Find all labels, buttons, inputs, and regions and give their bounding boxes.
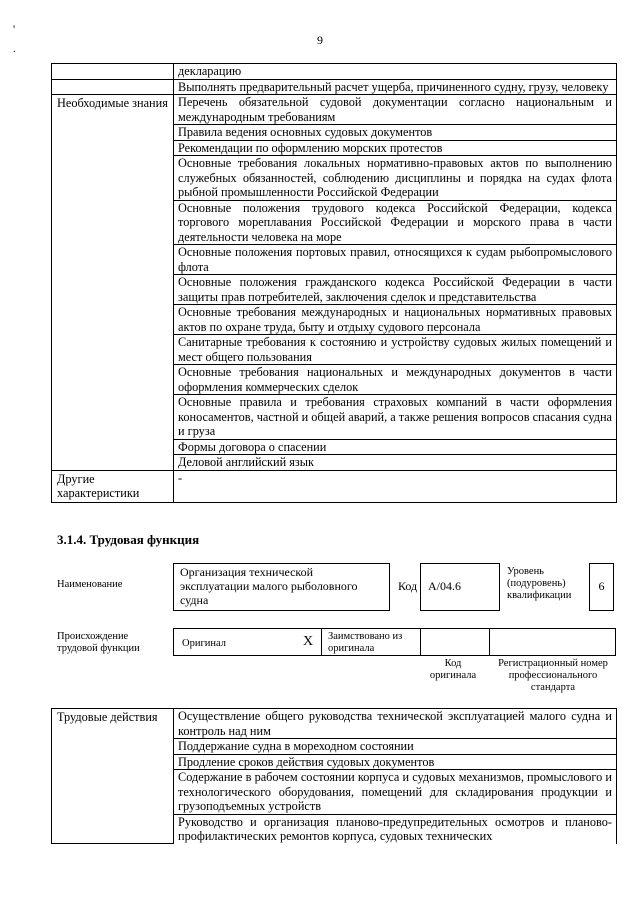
list-item: Перечень обязательной судовой документации согласно национальным и международным требованиям <box>174 95 617 125</box>
name-value: Организация технической эксплуатации малого рыболовного судна <box>180 565 358 607</box>
empty-label-cell <box>52 79 174 95</box>
level-label: Уровень (подуровень) квалификации <box>507 566 572 601</box>
other-characteristics-value: - <box>174 470 617 502</box>
name-value-box <box>173 563 390 611</box>
list-item: Основные положения трудового кодекса Российской Федерации, кодекса торгового мореплавания Российской Федерации и морского права в части деятельности человека на море <box>174 200 617 245</box>
section-title: 3.1.4. Трудовая функция <box>57 532 200 547</box>
actions-table <box>51 708 617 844</box>
list-item: Продление сроков действия судовых документов <box>174 754 617 770</box>
list-item: Деловой английский язык <box>174 455 617 471</box>
list-item: декларацию <box>174 64 617 80</box>
table-row <box>52 95 617 125</box>
list-item: Руководство и организация планово-предупредительных осмотров и планово-профилактических ремонтов корпуса, судовых технических <box>174 814 617 844</box>
table-row <box>52 64 617 80</box>
code-label: Код <box>398 579 418 593</box>
origin-table <box>173 628 616 656</box>
list-item: Правила ведения основных судовых документов <box>174 125 617 141</box>
margin-mark-dot: . <box>13 44 16 55</box>
borrowed-label: Заимствовано из оригинала <box>328 631 403 654</box>
table-row <box>52 79 617 95</box>
page-number: 9 <box>317 33 323 47</box>
list-item: Осуществление общего руководства технической эксплуатацией малого судна и контроль над ним <box>174 709 617 739</box>
table-row <box>52 470 617 502</box>
list-item: Поддержание судна в мореходном состоянии <box>174 739 617 755</box>
list-item: Основные положения гражданского кодекса Российской Федерации в части защиты прав потребителей, заключения сделок и представительства <box>174 275 617 305</box>
name-label: Наименование <box>57 579 123 590</box>
list-item: Содержание в рабочем состоянии корпуса и судовых механизмов, промыслового и технологического оборудования, помещений для складирования продукции и грузоподъемных устройств <box>174 770 617 815</box>
original-mark: X <box>303 634 314 649</box>
origin-divider <box>489 629 490 655</box>
list-item: Основные требования национальных и международных документов в части оформления коммерческих сделок <box>174 365 617 395</box>
code-value: A/04.6 <box>428 579 461 593</box>
origin-divider <box>420 629 421 655</box>
reg-number-caption: Регистрационный номер профессионального стандарта <box>498 658 608 693</box>
origin-label: Происхождение трудовой функции <box>57 631 140 654</box>
list-item: Формы договора о спасении <box>174 439 617 455</box>
margin-mark-top: ' <box>13 22 16 36</box>
list-item: Основные требования международных и национальных нормативных правовых актов по охране труда, быту и отдыху судового персонала <box>174 305 617 335</box>
list-item: Рекомендации по оформлению морских протестов <box>174 140 617 156</box>
list-item: Выполнять предварительный расчет ущерба, причиненного судну, грузу, человеку <box>174 79 617 95</box>
origin-divider <box>321 629 322 655</box>
empty-label-cell <box>52 64 174 80</box>
list-item: Основные требования локальных нормативно-правовых актов по выполнению служебных обязанностей, соблюдению дисциплины и порядка на судах флота рыбной промышленности Российской Федерации <box>174 156 617 201</box>
knowledge-label: Необходимые знания <box>52 95 174 471</box>
level-value: 6 <box>598 579 605 593</box>
actions-label: Трудовые действия <box>52 709 174 844</box>
original-label: Оригинал <box>182 638 226 649</box>
knowledge-table <box>51 63 617 503</box>
table-row <box>52 709 617 739</box>
code-value-box <box>420 563 500 611</box>
list-item: Основные правила и требования страховых компаний в части оформления коносаментов, частной и общей аварий, а также решения вопросов спасания судна и груза <box>174 395 617 440</box>
other-characteristics-label: Другие характеристики <box>52 470 174 502</box>
list-item: Основные положения портовых правил, относящихся к судам рыбопромыслового флота <box>174 245 617 275</box>
level-value-box <box>589 563 614 611</box>
list-item: Санитарные требования к состоянию и устройству судовых жилых помещений и мест общего пользования <box>174 335 617 365</box>
code-original-caption: Код оригинала <box>429 658 477 681</box>
